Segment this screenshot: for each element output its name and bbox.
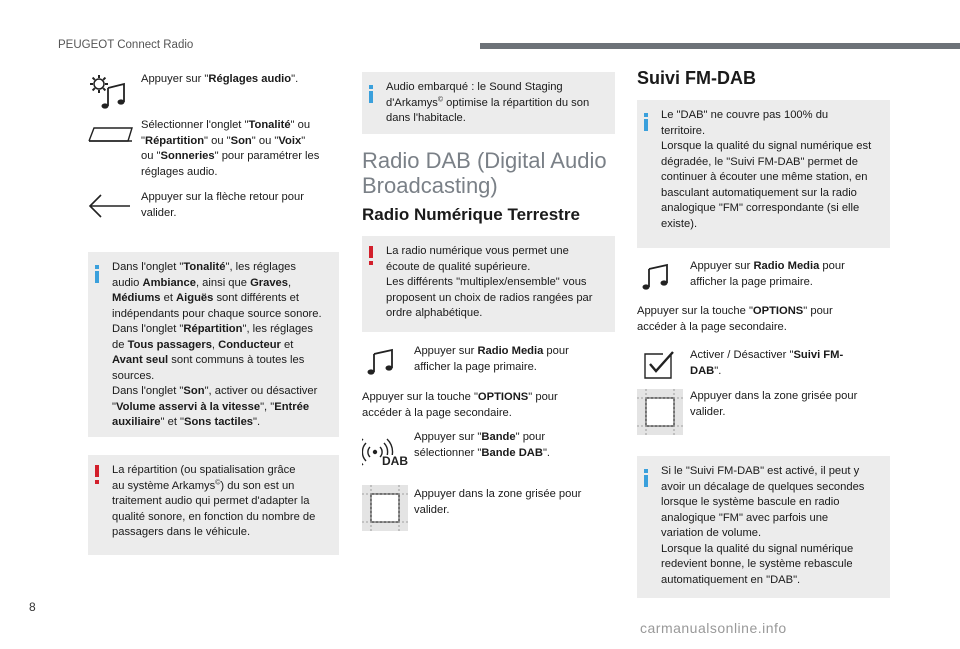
running-header: PEUGEOT Connect Radio	[58, 39, 194, 51]
info-box-audio-tabs	[88, 252, 339, 437]
info-icon	[95, 262, 99, 283]
info-box-fm-dab-shift	[637, 456, 890, 598]
step-text: Appuyer sur "Bande" pour sélectionner "Bande DAB".	[414, 431, 551, 459]
info-text: Audio embarqué : le Sound Staging d'Arkamys© optimise la répartition du son dans l'habitacle.	[386, 81, 590, 124]
grey-zone-icon	[362, 485, 408, 531]
warning-box-arkamys	[88, 455, 339, 555]
warning-text: La radio numérique vous permet une écoute de qualité supérieure. Les différents "multiplex/ensemble" vous proposent un choix de radios rangées par ordre alphabétique.	[386, 245, 593, 319]
warning-icon	[95, 465, 99, 484]
info-box-sound-staging	[362, 72, 615, 134]
options-paragraph: Appuyer sur la touche "OPTIONS" pour accéder à la page secondaire.	[637, 305, 833, 333]
warning-box-dab	[362, 236, 615, 332]
page-number: 8	[29, 600, 36, 614]
step-toggle-fm-dab	[637, 348, 890, 384]
options-paragraph: Appuyer sur la touche "OPTIONS" pour accéder à la page secondaire.	[362, 391, 558, 419]
step-text: Appuyer sur Radio Media pour afficher la page primaire.	[690, 260, 845, 288]
tab-icon	[88, 124, 138, 164]
step-select-tab	[88, 118, 343, 182]
section-title-fm-dab: Suivi FM-DAB	[637, 68, 756, 88]
gear-music-note-icon	[88, 72, 138, 112]
info-text: Si le "Suivi FM-DAB" est activé, il peut y avoir un décalage de quelques secondes lorsque le système bascule en radio analogique "FM" avec parfois une variation de volume. Lorsque la qualité du signal numérique redevient bonne, le système rebascule automatiquement en "DAB".	[661, 465, 865, 586]
header-bar	[480, 43, 960, 49]
section-title-dab: Radio DAB (Digital Audio Broadcasting)	[362, 148, 607, 198]
step-text: Appuyer dans la zone grisée pour valider.	[414, 488, 582, 516]
step-text: Sélectionner l'onglet "Tonalité" ou "Répartition" ou "Son" ou "Voix" ou "Sonneries" pour paramétrer les réglages audio.	[141, 119, 320, 178]
step-audio-settings	[88, 72, 343, 112]
step-text: Appuyer sur "Réglages audio".	[141, 73, 299, 85]
music-note-icon	[641, 259, 691, 299]
info-box-dab-coverage	[637, 100, 890, 248]
step-text: Appuyer sur la flèche retour pour valider.	[141, 191, 304, 219]
step-grey-zone-fm	[637, 389, 890, 437]
step-band-dab	[362, 430, 615, 470]
step-radio-media-fm	[637, 259, 890, 295]
info-text: Dans l'onglet "Tonalité", les réglages audio Ambiance, ainsi que Graves, Médiums et Aiguës sont différents et indépendants pour chaque source sonore. Dans l'onglet "Répartition", les réglages de Tous passagers, Conducteur et Avant seul sont communs à toutes les sources. Dans l'onglet "Son", activer ou désactiver "Volume asservi à la vitesse", "Entrée auxiliaire" et "Sons tactiles".	[112, 261, 322, 428]
info-icon	[369, 82, 373, 103]
step-text: Appuyer dans la zone grisée pour valider.	[690, 390, 858, 418]
dab-icon-label: DAB	[382, 454, 408, 468]
step-radio-media	[362, 344, 615, 380]
info-icon	[644, 466, 648, 487]
step-text: Appuyer sur Radio Media pour afficher la page primaire.	[414, 345, 569, 373]
dab-radio-icon	[362, 430, 412, 470]
back-arrow-icon	[88, 192, 138, 232]
grey-zone-icon	[637, 389, 683, 435]
step-back-arrow	[88, 190, 343, 230]
warning-text: La répartition (ou spatialisation grâce au système Arkamys©) du son est un traitement audio qui permet d'adapter la qualité sonore, en fonction du nombre de passagers dans le véhicule.	[112, 464, 316, 538]
step-grey-zone	[362, 485, 615, 535]
warning-icon	[369, 246, 373, 265]
music-note-icon	[366, 344, 416, 384]
info-icon	[644, 110, 648, 131]
info-text: Le "DAB" ne couvre pas 100% du territoire. Lorsque la qualité du signal numérique est dégradée, le "Suivi FM-DAB" permet de continuer à écouter une même station, en basculant automatiquement sur la radio analogique "FM" correspondante (si elle existe).	[661, 109, 872, 230]
section-subtitle: Radio Numérique Terrestre	[362, 205, 580, 224]
checkbox-checked-icon	[639, 350, 689, 390]
watermark: carmanualsonline.info	[640, 620, 787, 636]
step-text: Activer / Désactiver "Suivi FM- DAB".	[690, 349, 844, 377]
